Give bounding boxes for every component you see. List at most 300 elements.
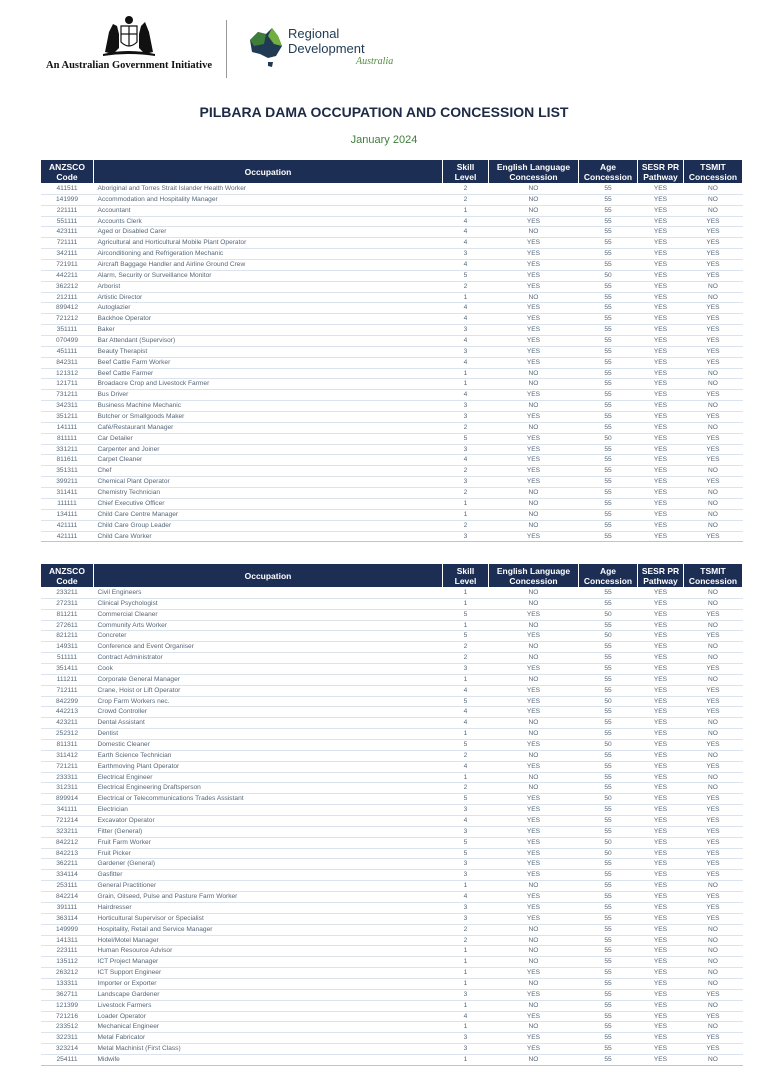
english-concession: YES bbox=[489, 631, 579, 642]
tsmit-concession-header: TSMIT Concession bbox=[684, 564, 743, 588]
anzsco-code: 121711 bbox=[41, 379, 94, 390]
english-concession: YES bbox=[489, 477, 579, 488]
age-concession: 55 bbox=[579, 303, 638, 314]
occupation-name: Contract Administrator bbox=[94, 653, 443, 664]
english-concession: YES bbox=[489, 913, 579, 924]
anzsco-code: 899412 bbox=[41, 303, 94, 314]
skill-level: 1 bbox=[443, 205, 489, 216]
tsmit-concession: NO bbox=[684, 772, 743, 783]
anzsco-code: 712111 bbox=[41, 685, 94, 696]
skill-level: 2 bbox=[443, 184, 489, 195]
age-concession: 55 bbox=[579, 761, 638, 772]
age-concession: 55 bbox=[579, 1054, 638, 1065]
age-concession: 55 bbox=[579, 902, 638, 913]
tsmit-concession: YES bbox=[684, 707, 743, 718]
anzsco-code: 421111 bbox=[41, 520, 94, 531]
skill-level: 1 bbox=[443, 379, 489, 390]
english-concession: NO bbox=[489, 783, 579, 794]
tsmit-concession: NO bbox=[684, 620, 743, 631]
sesr-pr-pathway: YES bbox=[638, 946, 684, 957]
sesr-pr-pathway: YES bbox=[638, 870, 684, 881]
anzsco-code: 121312 bbox=[41, 368, 94, 379]
sesr-pr-pathway: YES bbox=[638, 957, 684, 968]
tsmit-concession: YES bbox=[684, 696, 743, 707]
age-concession: 55 bbox=[579, 924, 638, 935]
anzsco-code: 442213 bbox=[41, 707, 94, 718]
english-concession-header: English Language Concession bbox=[489, 160, 579, 184]
occupation-name: Accommodation and Hospitality Manager bbox=[94, 194, 443, 205]
skill-level: 1 bbox=[443, 978, 489, 989]
anzsco-code: 842214 bbox=[41, 892, 94, 903]
occupation-name: Aged or Disabled Carer bbox=[94, 227, 443, 238]
english-concession: NO bbox=[489, 620, 579, 631]
skill-level: 2 bbox=[443, 924, 489, 935]
tsmit-concession: YES bbox=[684, 609, 743, 620]
age-concession: 55 bbox=[579, 238, 638, 249]
page-title: PILBARA DAMA OCCUPATION AND CONCESSION LIST bbox=[199, 104, 569, 120]
tsmit-concession: NO bbox=[684, 674, 743, 685]
table-row bbox=[41, 935, 743, 946]
sesr-pr-pathway: YES bbox=[638, 477, 684, 488]
skill-level: 3 bbox=[443, 902, 489, 913]
occupation-name: Alarm, Security or Surveillance Monitor bbox=[94, 270, 443, 281]
tsmit-concession: NO bbox=[684, 401, 743, 412]
anzsco-code: 272611 bbox=[41, 620, 94, 631]
table-row bbox=[41, 631, 743, 642]
anzsco-code: 811611 bbox=[41, 455, 94, 466]
anzsco-code: 411511 bbox=[41, 184, 94, 195]
tsmit-concession: YES bbox=[684, 664, 743, 675]
tsmit-concession: YES bbox=[684, 216, 743, 227]
sesr-pr-pathway: YES bbox=[638, 292, 684, 303]
sesr-pr-pathway: YES bbox=[638, 433, 684, 444]
tsmit-concession: NO bbox=[684, 1054, 743, 1065]
sesr-pr-pathway: YES bbox=[638, 772, 684, 783]
anzsco-code: 842213 bbox=[41, 848, 94, 859]
occupation-name: Electrical Engineer bbox=[94, 772, 443, 783]
occupation-name: Crop Farm Workers nec. bbox=[94, 696, 443, 707]
english-concession: YES bbox=[489, 816, 579, 827]
table-row bbox=[41, 1022, 743, 1033]
sesr-pr-pathway: YES bbox=[638, 368, 684, 379]
table-row bbox=[41, 674, 743, 685]
sesr-pr-pathway: YES bbox=[638, 401, 684, 412]
sesr-pr-pathway: YES bbox=[638, 696, 684, 707]
sesr-pr-pathway: YES bbox=[638, 227, 684, 238]
age-concession: 55 bbox=[579, 227, 638, 238]
sesr-pr-pathway: YES bbox=[638, 1054, 684, 1065]
table-row bbox=[41, 281, 743, 292]
tsmit-concession: YES bbox=[684, 870, 743, 881]
english-concession: YES bbox=[489, 270, 579, 281]
occupation-name: Broadacre Crop and Livestock Farmer bbox=[94, 379, 443, 390]
sesr-pr-pathway: YES bbox=[638, 346, 684, 357]
anzsco-code: 721216 bbox=[41, 1011, 94, 1022]
tsmit-concession: NO bbox=[684, 498, 743, 509]
skill-level: 4 bbox=[443, 314, 489, 325]
sesr-pr-pathway: YES bbox=[638, 989, 684, 1000]
age-concession: 55 bbox=[579, 455, 638, 466]
tsmit-concession: YES bbox=[684, 238, 743, 249]
table-row bbox=[41, 642, 743, 653]
age-concession: 55 bbox=[579, 314, 638, 325]
sesr-pr-pathway: YES bbox=[638, 794, 684, 805]
anzsco-code: 342111 bbox=[41, 249, 94, 260]
skill-level: 4 bbox=[443, 816, 489, 827]
occupation-name: Crowd Controller bbox=[94, 707, 443, 718]
sesr-pr-pathway: YES bbox=[638, 422, 684, 433]
occupation-name: Horticultural Supervisor or Specialist bbox=[94, 913, 443, 924]
occupation-name: Conference and Event Organiser bbox=[94, 642, 443, 653]
sesr-pr-pathway: YES bbox=[638, 609, 684, 620]
skill-level: 2 bbox=[443, 194, 489, 205]
table-row bbox=[41, 816, 743, 827]
english-concession: YES bbox=[489, 740, 579, 751]
table-row bbox=[41, 238, 743, 249]
occupation-name: Car Detailer bbox=[94, 433, 443, 444]
age-concession: 55 bbox=[579, 346, 638, 357]
table-row bbox=[41, 805, 743, 816]
table-row bbox=[41, 412, 743, 423]
anzsco-code: 351411 bbox=[41, 664, 94, 675]
english-concession: NO bbox=[489, 498, 579, 509]
skill-level: 1 bbox=[443, 509, 489, 520]
tsmit-concession: YES bbox=[684, 848, 743, 859]
skill-level: 4 bbox=[443, 761, 489, 772]
coat-of-arms-icon bbox=[99, 12, 159, 58]
occupation-name: Electrical or Telecommunications Trades Assistant bbox=[94, 794, 443, 805]
sesr-pr-pathway: YES bbox=[638, 184, 684, 195]
age-concession: 55 bbox=[579, 184, 638, 195]
tsmit-concession: YES bbox=[684, 685, 743, 696]
occupation-name: Mechanical Engineer bbox=[94, 1022, 443, 1033]
anzsco-code: 811211 bbox=[41, 609, 94, 620]
table-row bbox=[41, 1011, 743, 1022]
tsmit-concession: YES bbox=[684, 1011, 743, 1022]
english-concession: NO bbox=[489, 194, 579, 205]
anzsco-code: 233512 bbox=[41, 1022, 94, 1033]
tsmit-concession: NO bbox=[684, 1000, 743, 1011]
table-row bbox=[41, 957, 743, 968]
skill-level: 3 bbox=[443, 859, 489, 870]
anzsco-code: 551111 bbox=[41, 216, 94, 227]
anzsco-code: 421111 bbox=[41, 531, 94, 542]
skill-level: 2 bbox=[443, 488, 489, 499]
age-concession: 50 bbox=[579, 270, 638, 281]
occupation-name: Fitter (General) bbox=[94, 826, 443, 837]
table-row bbox=[41, 837, 743, 848]
english-concession: YES bbox=[489, 685, 579, 696]
english-concession: YES bbox=[489, 968, 579, 979]
table-row bbox=[41, 1033, 743, 1044]
australian-government-logo bbox=[44, 12, 214, 76]
age-concession: 55 bbox=[579, 946, 638, 957]
anzsco-code: 511111 bbox=[41, 653, 94, 664]
sesr-pr-pathway: YES bbox=[638, 498, 684, 509]
australia-map-icon bbox=[246, 26, 284, 68]
tsmit-concession: YES bbox=[684, 837, 743, 848]
english-concession: YES bbox=[489, 444, 579, 455]
occupation-name: ICT Project Manager bbox=[94, 957, 443, 968]
anzsco-code: 070499 bbox=[41, 336, 94, 347]
tsmit-concession: NO bbox=[684, 184, 743, 195]
english-concession: YES bbox=[489, 989, 579, 1000]
tsmit-concession: YES bbox=[684, 902, 743, 913]
age-concession: 55 bbox=[579, 1022, 638, 1033]
sesr-pr-pathway: YES bbox=[638, 707, 684, 718]
occupation-name: ICT Support Engineer bbox=[94, 968, 443, 979]
anzsco-code: 342311 bbox=[41, 401, 94, 412]
anzsco-code: 842299 bbox=[41, 696, 94, 707]
tsmit-concession: YES bbox=[684, 357, 743, 368]
skill-level: 2 bbox=[443, 935, 489, 946]
english-concession: NO bbox=[489, 1022, 579, 1033]
sesr-pr-pathway: YES bbox=[638, 783, 684, 794]
anzsco-code: 312311 bbox=[41, 783, 94, 794]
sesr-pr-pathway: YES bbox=[638, 205, 684, 216]
anzsco-code: 121399 bbox=[41, 1000, 94, 1011]
skill-level: 1 bbox=[443, 946, 489, 957]
tsmit-concession: YES bbox=[684, 794, 743, 805]
page-date: January 2024 bbox=[350, 134, 418, 146]
skill-level: 4 bbox=[443, 357, 489, 368]
sesr-pr-pathway: YES bbox=[638, 509, 684, 520]
sesr-pr-pathway: YES bbox=[638, 270, 684, 281]
occupation-name: General Practitioner bbox=[94, 881, 443, 892]
skill-level: 3 bbox=[443, 477, 489, 488]
table-row bbox=[41, 390, 743, 401]
skill-level: 4 bbox=[443, 336, 489, 347]
sesr-pr-pathway: YES bbox=[638, 674, 684, 685]
occupation-table-1 bbox=[40, 159, 743, 542]
table-row bbox=[41, 346, 743, 357]
english-concession: NO bbox=[489, 227, 579, 238]
occupation-name: Community Arts Worker bbox=[94, 620, 443, 631]
age-concession: 55 bbox=[579, 664, 638, 675]
age-concession: 50 bbox=[579, 696, 638, 707]
anzsco-code: 721214 bbox=[41, 816, 94, 827]
anzsco-code: 134111 bbox=[41, 509, 94, 520]
age-concession: 55 bbox=[579, 1033, 638, 1044]
anzsco-code: 149311 bbox=[41, 642, 94, 653]
english-concession: YES bbox=[489, 892, 579, 903]
table-row bbox=[41, 205, 743, 216]
sesr-pr-pathway: YES bbox=[638, 216, 684, 227]
table-row bbox=[41, 729, 743, 740]
sesr-pr-pathway: YES bbox=[638, 412, 684, 423]
english-concession: NO bbox=[489, 401, 579, 412]
age-concession: 55 bbox=[579, 826, 638, 837]
occupation-table-2 bbox=[40, 563, 743, 1066]
sesr-pr-pathway: YES bbox=[638, 194, 684, 205]
skill-level: 4 bbox=[443, 390, 489, 401]
table-row bbox=[41, 184, 743, 195]
occupation-name: Business Machine Mechanic bbox=[94, 401, 443, 412]
occupation-name: Dentist bbox=[94, 729, 443, 740]
english-concession-header: English Language Concession bbox=[489, 564, 579, 588]
skill-level: 3 bbox=[443, 664, 489, 675]
english-concession: NO bbox=[489, 642, 579, 653]
skill-level: 1 bbox=[443, 1000, 489, 1011]
sesr-pr-pathway: YES bbox=[638, 303, 684, 314]
age-concession: 55 bbox=[579, 390, 638, 401]
table-row bbox=[41, 466, 743, 477]
age-concession: 55 bbox=[579, 357, 638, 368]
table-row bbox=[41, 989, 743, 1000]
skill-level: 1 bbox=[443, 498, 489, 509]
occupation-name: Chemical Plant Operator bbox=[94, 477, 443, 488]
english-concession: YES bbox=[489, 455, 579, 466]
skill-level: 1 bbox=[443, 881, 489, 892]
sesr-pr-pathway: YES bbox=[638, 924, 684, 935]
table-row bbox=[41, 696, 743, 707]
table-row bbox=[41, 707, 743, 718]
occupation-name: Chemistry Technician bbox=[94, 488, 443, 499]
sesr-pr-pathway: YES bbox=[638, 859, 684, 870]
table-row bbox=[41, 1044, 743, 1055]
table-row bbox=[41, 444, 743, 455]
occupation-name: Concreter bbox=[94, 631, 443, 642]
sesr-pr-pathway: YES bbox=[638, 466, 684, 477]
english-concession: NO bbox=[489, 946, 579, 957]
occupation-name: Metal Fabricator bbox=[94, 1033, 443, 1044]
table-row bbox=[41, 194, 743, 205]
skill-level: 4 bbox=[443, 1011, 489, 1022]
english-concession: NO bbox=[489, 205, 579, 216]
skill-level: 3 bbox=[443, 444, 489, 455]
age-concession: 55 bbox=[579, 216, 638, 227]
skill-level: 3 bbox=[443, 826, 489, 837]
tsmit-concession: YES bbox=[684, 805, 743, 816]
age-concession: 55 bbox=[579, 772, 638, 783]
tsmit-concession: YES bbox=[684, 989, 743, 1000]
age-concession: 55 bbox=[579, 718, 638, 729]
skill-level: 1 bbox=[443, 968, 489, 979]
sesr-pr-pathway: YES bbox=[638, 281, 684, 292]
tsmit-concession: NO bbox=[684, 946, 743, 957]
table-row bbox=[41, 379, 743, 390]
age-concession: 55 bbox=[579, 707, 638, 718]
sesr-pr-pathway: YES bbox=[638, 881, 684, 892]
sesr-pr-pathway: YES bbox=[638, 642, 684, 653]
table-row bbox=[41, 946, 743, 957]
sesr-pr-pathway: YES bbox=[638, 826, 684, 837]
tsmit-concession: YES bbox=[684, 444, 743, 455]
anzsco-code: 362211 bbox=[41, 859, 94, 870]
skill-level: 3 bbox=[443, 989, 489, 1000]
occupation-name: Chef bbox=[94, 466, 443, 477]
table-row bbox=[41, 750, 743, 761]
table-row bbox=[41, 826, 743, 837]
tsmit-concession: YES bbox=[684, 260, 743, 271]
occupation-name: Corporate General Manager bbox=[94, 674, 443, 685]
occupation-name: Midwife bbox=[94, 1054, 443, 1065]
skill-level: 4 bbox=[443, 685, 489, 696]
occupation-name: Café/Restaurant Manager bbox=[94, 422, 443, 433]
anzsco-code: 254111 bbox=[41, 1054, 94, 1065]
anzsco-code: 351311 bbox=[41, 466, 94, 477]
occupation-name: Hairdresser bbox=[94, 902, 443, 913]
tsmit-concession: NO bbox=[684, 368, 743, 379]
age-concession: 55 bbox=[579, 881, 638, 892]
anzsco-code: 311411 bbox=[41, 488, 94, 499]
english-concession: NO bbox=[489, 957, 579, 968]
english-concession: NO bbox=[489, 729, 579, 740]
table-row bbox=[41, 783, 743, 794]
english-concession: NO bbox=[489, 422, 579, 433]
age-concession: 50 bbox=[579, 837, 638, 848]
sesr-pr-pathway: YES bbox=[638, 520, 684, 531]
sesr-pr-pathway: YES bbox=[638, 260, 684, 271]
tsmit-concession: NO bbox=[684, 729, 743, 740]
occupation-name: Child Care Group Leader bbox=[94, 520, 443, 531]
skill-level: 2 bbox=[443, 422, 489, 433]
age-concession: 55 bbox=[579, 292, 638, 303]
sesr-pr-pathway: YES bbox=[638, 664, 684, 675]
anzsco-code: 323211 bbox=[41, 826, 94, 837]
english-concession: YES bbox=[489, 609, 579, 620]
tsmit-concession: YES bbox=[684, 531, 743, 542]
anzsco-code: 141111 bbox=[41, 422, 94, 433]
skill-level: 4 bbox=[443, 718, 489, 729]
tsmit-concession: YES bbox=[684, 249, 743, 260]
english-concession: YES bbox=[489, 1011, 579, 1022]
occupation-name: Carpet Cleaner bbox=[94, 455, 443, 466]
table-row bbox=[41, 270, 743, 281]
skill-level: 3 bbox=[443, 913, 489, 924]
age-concession-header: Age Concession bbox=[579, 564, 638, 588]
occupation-name: Accountant bbox=[94, 205, 443, 216]
occupation-name: Arborist bbox=[94, 281, 443, 292]
age-concession: 55 bbox=[579, 401, 638, 412]
anzsco-code: 899914 bbox=[41, 794, 94, 805]
english-concession: NO bbox=[489, 750, 579, 761]
occupation-name: Clinical Psychologist bbox=[94, 598, 443, 609]
sesr-pr-pathway: YES bbox=[638, 336, 684, 347]
age-concession: 55 bbox=[579, 870, 638, 881]
occupation-name: Child Care Centre Manager bbox=[94, 509, 443, 520]
tsmit-concession: YES bbox=[684, 412, 743, 423]
age-concession: 50 bbox=[579, 740, 638, 751]
age-concession: 55 bbox=[579, 859, 638, 870]
age-concession: 55 bbox=[579, 729, 638, 740]
anzsco-code: 133311 bbox=[41, 978, 94, 989]
english-concession: NO bbox=[489, 598, 579, 609]
skill-level: 1 bbox=[443, 1022, 489, 1033]
anzsco-code: 149999 bbox=[41, 924, 94, 935]
anzsco-code: 252312 bbox=[41, 729, 94, 740]
occupation-name: Crane, Hoist or Lift Operator bbox=[94, 685, 443, 696]
english-concession: YES bbox=[489, 260, 579, 271]
sesr-pr-pathway: YES bbox=[638, 816, 684, 827]
occupation-name: Loader Operator bbox=[94, 1011, 443, 1022]
table-row bbox=[41, 740, 743, 751]
table-row bbox=[41, 1000, 743, 1011]
anzsco-code: 451111 bbox=[41, 346, 94, 357]
gov-initiative-text: An Australian Government Initiative bbox=[46, 60, 212, 71]
skill-level: 3 bbox=[443, 805, 489, 816]
tsmit-concession: NO bbox=[684, 935, 743, 946]
age-concession: 55 bbox=[579, 968, 638, 979]
skill-level: 5 bbox=[443, 740, 489, 751]
occupation-name: Child Care Worker bbox=[94, 531, 443, 542]
occupation-name: Butcher or Smallgoods Maker bbox=[94, 412, 443, 423]
english-concession: NO bbox=[489, 509, 579, 520]
age-concession: 55 bbox=[579, 978, 638, 989]
table-row bbox=[41, 794, 743, 805]
tsmit-concession: NO bbox=[684, 488, 743, 499]
tsmit-concession: NO bbox=[684, 642, 743, 653]
